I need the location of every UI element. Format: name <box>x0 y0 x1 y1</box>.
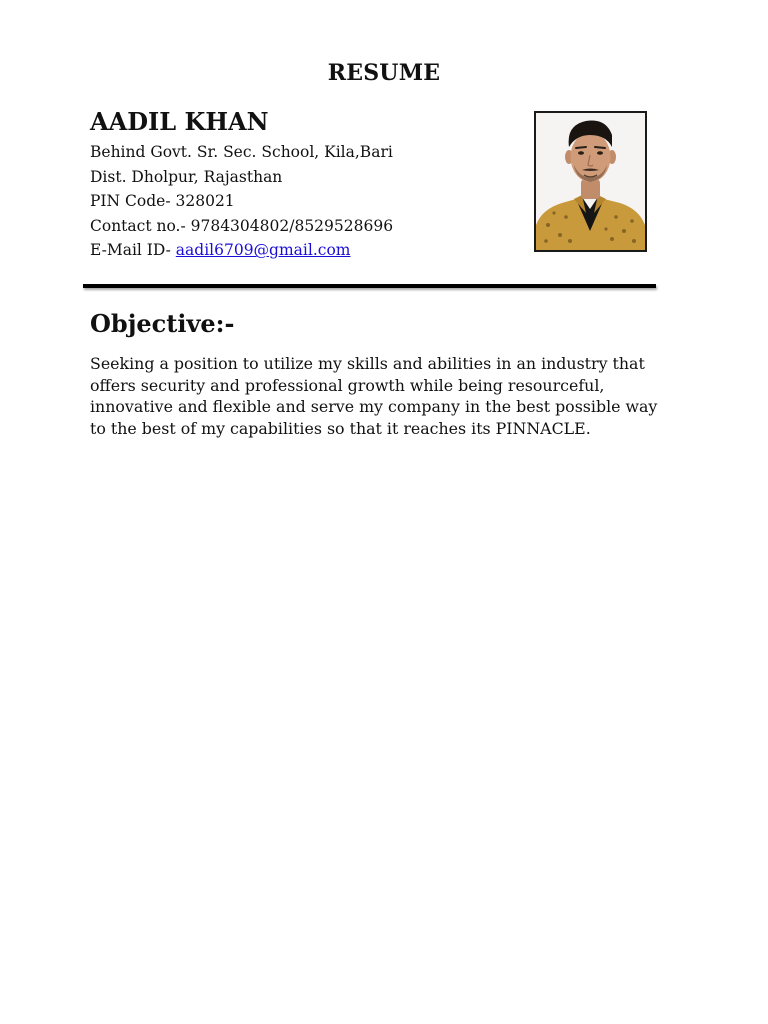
candidate-name: AADIL KHAN <box>90 107 269 136</box>
address-line-1: Behind Govt. Sr. Sec. School, Kila,Bari <box>90 143 393 161</box>
profile-photo-icon <box>536 113 645 250</box>
address-line-2: Dist. Dholpur, Rajasthan <box>90 167 283 186</box>
contact-number: Contact no.- 9784304802/8529528696 <box>90 216 394 235</box>
email-line <box>90 238 510 263</box>
objective-heading: Objective:- <box>90 309 235 338</box>
pin-code: PIN Code- 328021 <box>90 192 235 211</box>
email-label: E-Mail ID- <box>90 241 176 260</box>
email-link[interactable]: aadil6709@gmail.com <box>175 241 351 260</box>
profile-photo <box>534 111 647 252</box>
document-title: RESUME <box>327 60 441 86</box>
contact-details <box>90 140 510 263</box>
header-divider <box>83 284 656 288</box>
objective-text: Seeking a position to utilize my skills and abilities in an industry that offers security and professional growth while being resourceful, innovative and flexible and serve my company in the best possible way to the best of my capabilities so that it reaches its PINNACLE. <box>90 354 658 438</box>
